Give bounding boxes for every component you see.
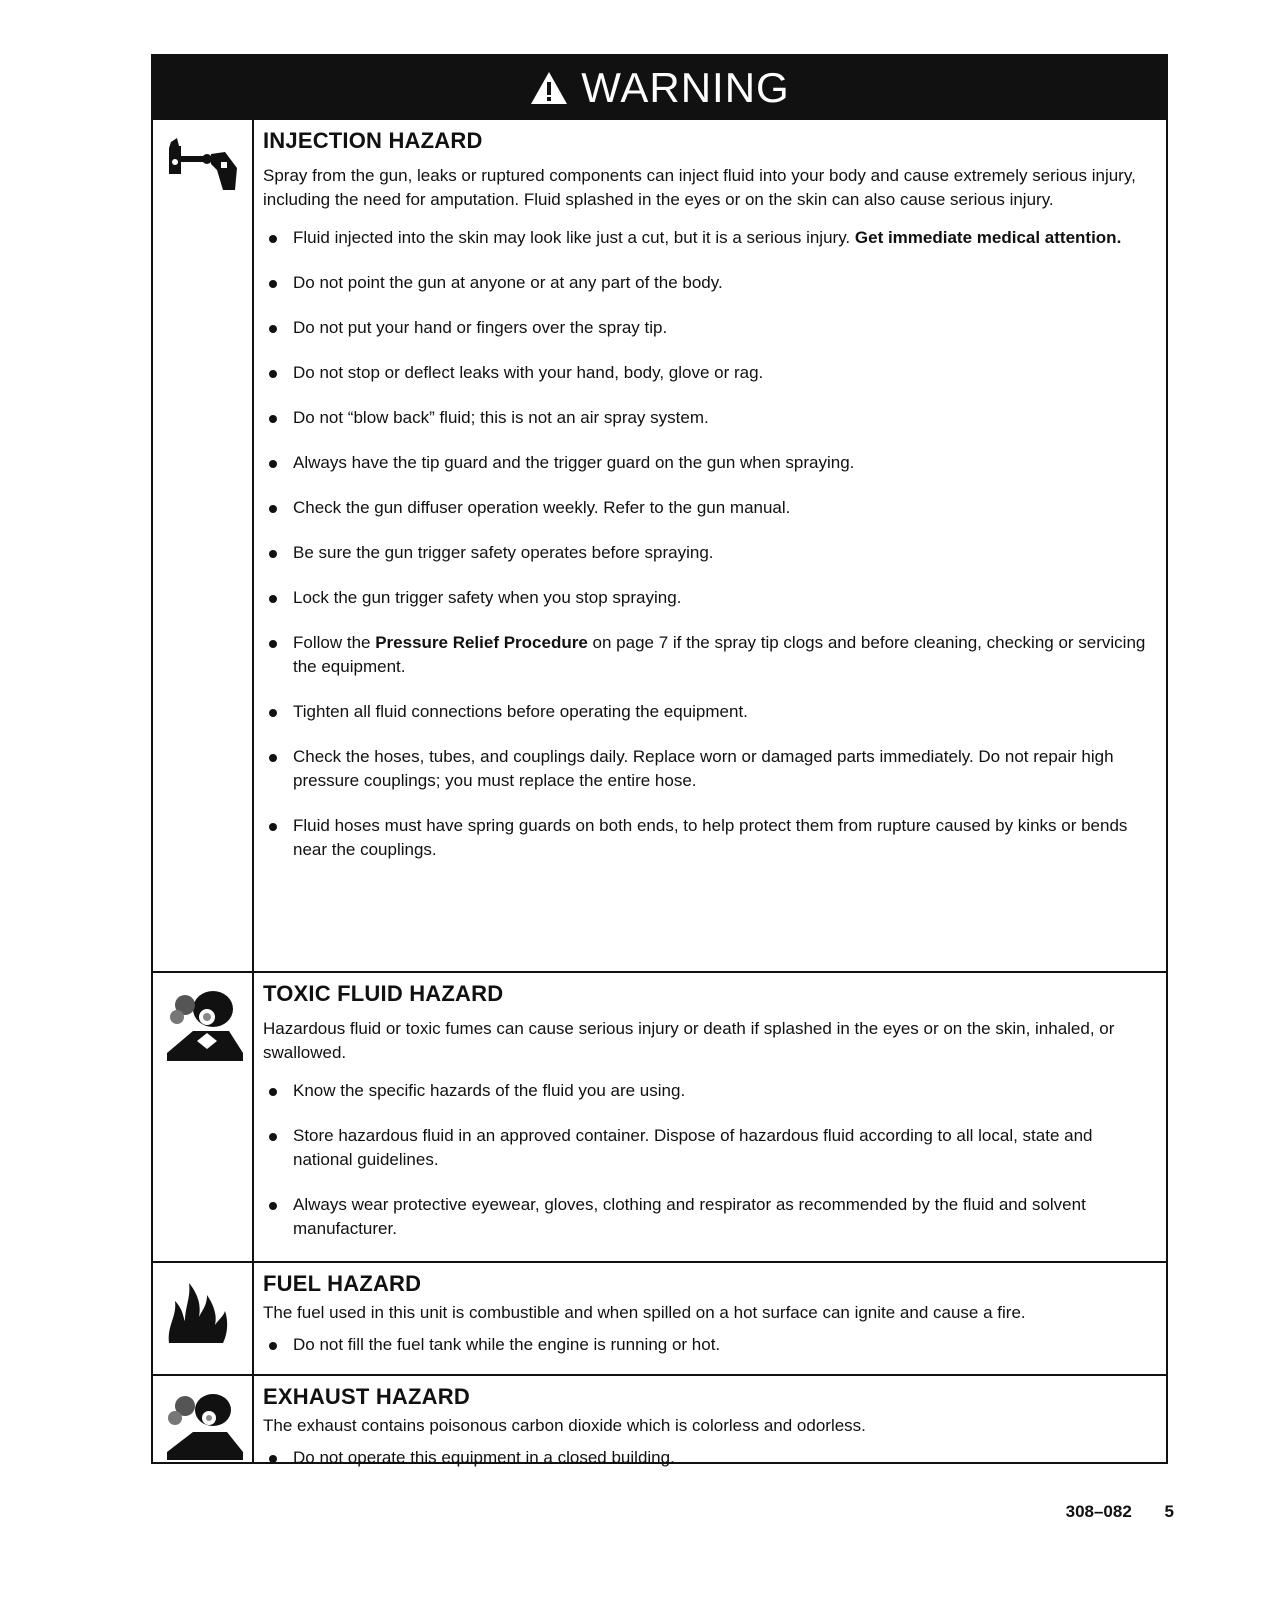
fuel-bullet-list bbox=[263, 1333, 1152, 1357]
injection-icon-cell bbox=[153, 120, 254, 971]
page-footer bbox=[1066, 1502, 1174, 1522]
list-item: Tighten all fluid connections before operating the equipment. bbox=[263, 700, 1152, 724]
list-item: Lock the gun trigger safety when you stop spraying. bbox=[263, 586, 1152, 610]
exhaust-text bbox=[263, 1382, 1152, 1478]
list-item: Check the hoses, tubes, and couplings daily. Replace worn or damaged parts immediately. Do not repair high pressure couplings; you must replace the entire hose. bbox=[263, 745, 1152, 793]
warning-triangle-icon bbox=[529, 70, 569, 106]
injection-text bbox=[263, 126, 1152, 883]
exhaust-bullet-list bbox=[263, 1446, 1152, 1470]
warning-title: WARNING bbox=[581, 64, 790, 111]
list-item: Do not stop or deflect leaks with your hand, body, glove or rag. bbox=[263, 361, 1152, 385]
toxic-bullet-list bbox=[263, 1079, 1152, 1241]
list-item: Do not fill the fuel tank while the engine is running or hot. bbox=[263, 1333, 1152, 1357]
fuel-hazard-description: The fuel used in this unit is combustible and when spilled on a hot surface can ignite and cause a fire. bbox=[263, 1303, 1026, 1322]
fuel-icon-cell bbox=[153, 1263, 254, 1374]
fuel-hazard-section bbox=[153, 1261, 1166, 1374]
toxic-text bbox=[263, 979, 1152, 1262]
exhaust-hazard-section bbox=[153, 1374, 1166, 1467]
toxic-icon-cell bbox=[153, 973, 254, 1261]
list-item: Always wear protective eyewear, gloves, clothing and respirator as recommended by the fluid and solvent manufacturer. bbox=[263, 1193, 1152, 1241]
warning-box bbox=[151, 54, 1168, 1467]
list-item: Do not point the gun at anyone or at any part of the body. bbox=[263, 271, 1152, 295]
list-item: Fluid hoses must have spring guards on both ends, to help protect them from rupture caused by kinks or bends near the couplings. bbox=[263, 814, 1152, 862]
exhaust-hazard-description: The exhaust contains poisonous carbon dioxide which is colorless and odorless. bbox=[263, 1416, 866, 1435]
fuel-text bbox=[263, 1269, 1152, 1365]
exhaust-hazard-title: EXHAUST HAZARD bbox=[263, 1384, 470, 1409]
toxic-hazard-title: TOXIC FLUID HAZARD bbox=[263, 981, 504, 1006]
list-item: Know the specific hazards of the fluid you are using. bbox=[263, 1079, 1152, 1103]
list-item: Do not put your hand or fingers over the spray tip. bbox=[263, 316, 1152, 340]
injection-hazard-section bbox=[153, 118, 1166, 971]
fumes-person-icon bbox=[163, 1390, 245, 1460]
injection-bullet-list bbox=[263, 226, 1152, 862]
pressure-relief-procedure-ref: Pressure Relief Procedure bbox=[375, 633, 588, 652]
exhaust-icon-cell bbox=[153, 1376, 254, 1464]
list-item: Be sure the gun trigger safety operates before spraying. bbox=[263, 541, 1152, 565]
injection-hazard-title: INJECTION HAZARD bbox=[263, 128, 483, 153]
list-item: Fluid injected into the skin may look like just a cut, but it is a serious injury. Get immediate medical attention. bbox=[263, 226, 1152, 250]
fuel-hazard-title: FUEL HAZARD bbox=[263, 1271, 422, 1296]
list-item: Check the gun diffuser operation weekly. Refer to the gun manual. bbox=[263, 496, 1152, 520]
page-number: 5 bbox=[1164, 1502, 1174, 1521]
toxic-hazard-section bbox=[153, 971, 1166, 1261]
injection-hazard-description: Spray from the gun, leaks or ruptured components can inject fluid into your body and cause extremely serious injury, including the need for amputation. Fluid splashed in the eyes or on the skin can also cause serious injury. bbox=[263, 166, 1136, 209]
respirator-person-icon bbox=[163, 987, 245, 1063]
list-item: Follow the Pressure Relief Procedure on page 7 if the spray tip clogs and before cleaning, checking or servicing the equipment. bbox=[263, 631, 1152, 679]
flame-icon bbox=[163, 1277, 233, 1347]
spray-gun-icon bbox=[163, 134, 243, 204]
list-item: Store hazardous fluid in an approved container. Dispose of hazardous fluid according to all local, state and national guidelines. bbox=[263, 1124, 1152, 1172]
list-item: Always have the tip guard and the trigger guard on the gun when spraying. bbox=[263, 451, 1152, 475]
list-item: Do not “blow back” fluid; this is not an air spray system. bbox=[263, 406, 1152, 430]
toxic-hazard-description: Hazardous fluid or toxic fumes can cause serious injury or death if splashed in the eyes or on the skin, inhaled, or swallowed. bbox=[263, 1019, 1115, 1062]
warning-banner bbox=[153, 56, 1166, 120]
list-item: Do not operate this equipment in a closed building. bbox=[263, 1446, 1152, 1470]
document-number: 308–082 bbox=[1065, 1502, 1132, 1521]
